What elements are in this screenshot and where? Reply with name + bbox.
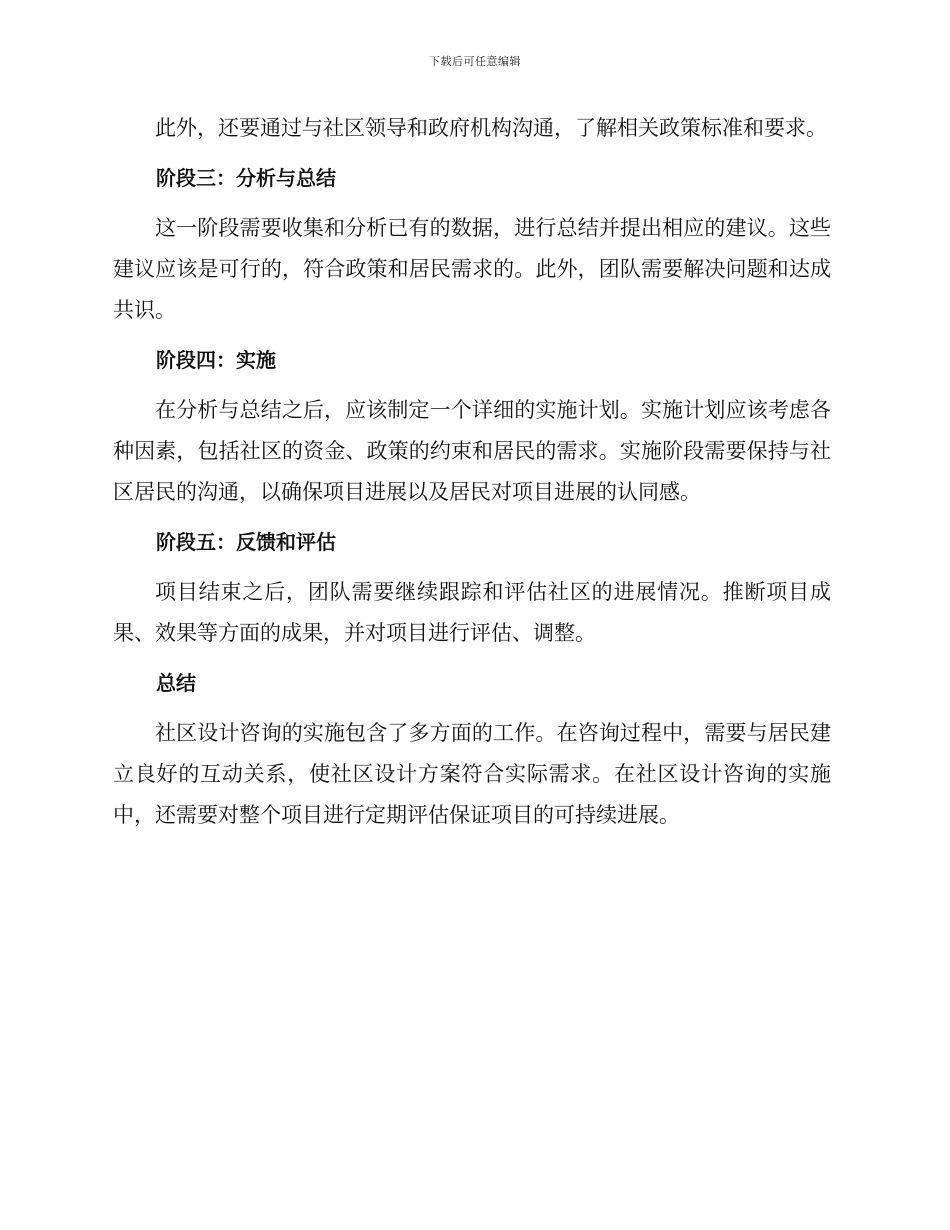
section-heading: 阶段四：实施	[156, 348, 276, 372]
paragraph: 这一阶段需要收集和分析已有的数据，进行总结并提出相应的建议。这些建议应该是可行的，符合政策和居民需求的。此外，团队需要解决问题和达成共识。	[113, 216, 831, 322]
paragraph: 项目结束之后，团队需要继续跟踪和评估社区的进展情况。推断项目成果、效果等方面的成果，并对项目进行评估、调整。	[113, 580, 831, 645]
paragraph: 在分析与总结之后，应该制定一个详细的实施计划。实施计划应该考虑各种因素，包括社区的资金、政策的约束和居民的需求。实施阶段需要保持与社区居民的沟通，以确保项目进展以及居民对项目进展的认同感。	[113, 398, 831, 504]
document-body	[113, 108, 831, 845]
page-header: 下载后可任意编辑	[429, 55, 521, 68]
section-heading: 阶段三：分析与总结	[156, 166, 336, 190]
paragraph: 此外，还要通过与社区领导和政府机构沟通，了解相关政策标准和要求。	[155, 116, 827, 140]
paragraph: 社区设计咨询的实施包含了多方面的工作。在咨询过程中，需要与居民建立良好的互动关系，使社区设计方案符合实际需求。在社区设计咨询的实施中，还需要对整个项目进行定期评估保证项目的可持续进展。	[113, 721, 831, 827]
section-heading: 总结	[156, 671, 196, 695]
section-heading: 阶段五：反馈和评估	[156, 530, 336, 554]
